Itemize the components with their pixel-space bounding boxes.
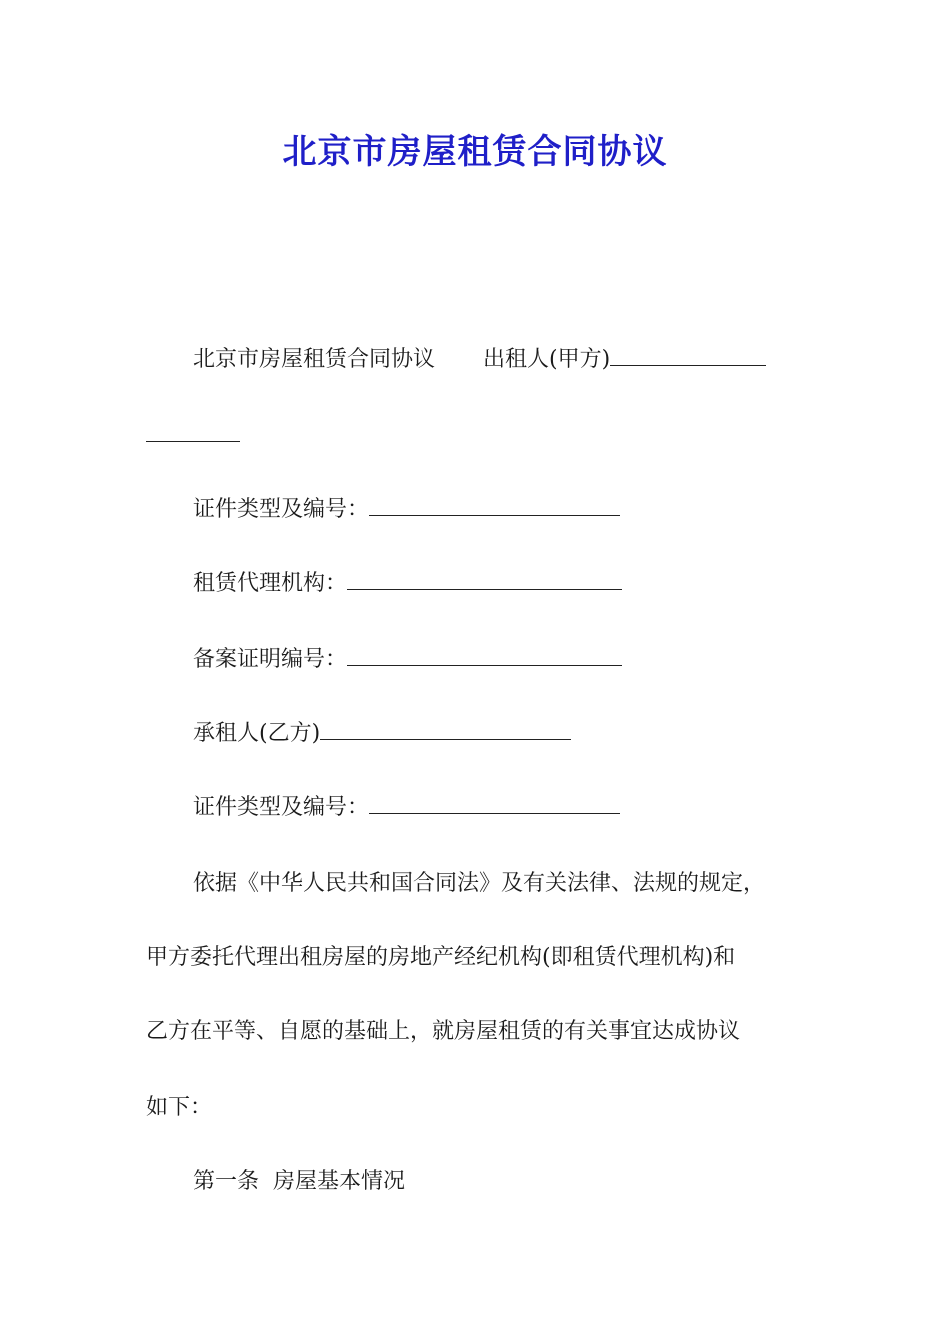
agency-line bbox=[193, 568, 622, 600]
lessor-label: 出租人(甲方) bbox=[483, 347, 611, 372]
paragraph-line: 甲方委托代理出租房屋的房地产经纪机构(即租赁代理机构)和 bbox=[146, 945, 736, 970]
id-type-label-1: 证件类型及编号： bbox=[193, 497, 370, 522]
document-title: 北京市房屋租赁合同协议 bbox=[282, 132, 668, 172]
record-blank[interactable] bbox=[347, 647, 622, 666]
lessee-blank[interactable] bbox=[320, 721, 571, 740]
id-type-line-1 bbox=[193, 494, 620, 526]
id-type-blank-2[interactable] bbox=[369, 795, 620, 814]
lessor-continuation-line bbox=[146, 420, 240, 452]
id-type-label-2: 证件类型及编号： bbox=[193, 795, 370, 820]
agency-blank[interactable] bbox=[347, 571, 622, 590]
lessor-line bbox=[193, 344, 766, 376]
lessee-label: 承租人(乙方) bbox=[193, 721, 321, 746]
record-line bbox=[193, 644, 622, 676]
article-heading: 第一条 房屋基本情况 bbox=[193, 1169, 405, 1194]
paragraph-line: 乙方在平等、自愿的基础上，就房屋租赁的有关事宜达成协议 bbox=[146, 1019, 741, 1044]
lessor-blank[interactable] bbox=[610, 347, 766, 366]
intro-title-text: 北京市房屋租赁合同协议 bbox=[193, 347, 436, 372]
lessee-line bbox=[193, 718, 571, 750]
record-label: 备案证明编号： bbox=[193, 647, 348, 672]
paragraph-line: 依据《中华人民共和国合同法》及有关法律、法规的规定， bbox=[193, 871, 766, 896]
id-type-blank-1[interactable] bbox=[369, 497, 620, 516]
id-type-line-2 bbox=[193, 792, 620, 824]
lessor-blank-continuation[interactable] bbox=[146, 423, 240, 442]
paragraph-line: 如下： bbox=[146, 1095, 213, 1120]
agency-label: 租赁代理机构： bbox=[193, 571, 348, 596]
